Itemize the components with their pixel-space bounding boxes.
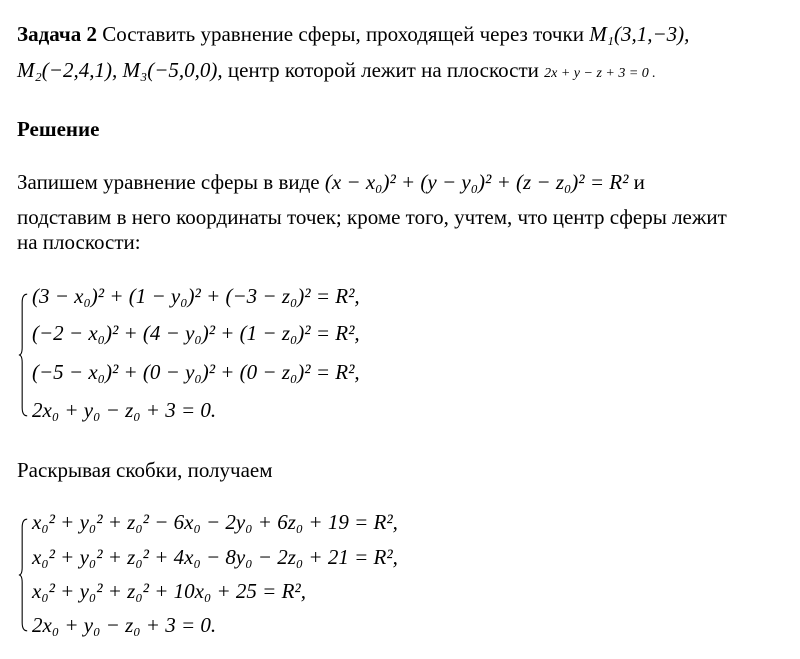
system1-eq-1: (3 − x₀)² + (1 − y₀)² + (−3 − z₀)² = R², <box>32 284 360 308</box>
problem-line-2 <box>17 58 656 83</box>
point-m2: M₂(−2,4,1), <box>17 58 118 82</box>
intro-line-3: на плоскости: <box>17 230 141 254</box>
system2-eq-1: x₀² + y₀² + z₀² − 6x₀ − 2y₀ + 6z₀ + 19 = R², <box>32 510 398 534</box>
system1-eq-3: (−5 − x₀)² + (0 − y₀)² + (0 − z₀)² = R², <box>32 360 360 384</box>
intro-text-2: и <box>633 170 645 194</box>
problem-line-1 <box>17 22 689 47</box>
plane-equation: 2x + y − z + 3 = 0 . <box>544 66 656 81</box>
equation-system-2 <box>18 506 448 644</box>
solution-heading: Решение <box>17 117 100 141</box>
system1-eq-4: 2x₀ + y₀ − z₀ + 3 = 0. <box>32 398 217 422</box>
system2-eq-4: 2x₀ + y₀ − z₀ + 3 = 0. <box>32 613 217 637</box>
equation-system-1 <box>18 280 438 430</box>
system1-eq-2: (−2 − x₀)² + (4 − y₀)² + (1 − z₀)² = R², <box>32 321 360 345</box>
expanding-text: Раскрывая скобки, получаем <box>17 458 273 482</box>
system2-eq-3: x₀² + y₀² + z₀² + 10x₀ + 25 = R², <box>32 579 306 603</box>
system2-eq-2: x₀² + y₀² + z₀² + 4x₀ − 8y₀ − 2z₀ + 21 = R², <box>32 545 398 569</box>
intro-line-2: подставим в него координаты точек; кроме того, учтем, что центр сферы лежит <box>17 205 727 229</box>
problem-label: Задача 2 <box>17 22 97 46</box>
left-brace-2 <box>18 506 28 644</box>
point-m3: M₃(−5,0,0), <box>122 58 223 82</box>
intro-line-1 <box>17 170 645 195</box>
intro-text-1: Запишем уравнение сферы в виде <box>17 170 320 194</box>
sphere-formula: (x − x₀)² + (y − y₀)² + (z − z₀)² = R² <box>324 170 629 194</box>
problem-text-1: Составить уравнение сферы, проходящей через точки <box>102 22 584 46</box>
problem-text-2: центр которой лежит на плоскости <box>227 58 539 82</box>
left-brace-1 <box>18 280 28 430</box>
point-m1: M₁(3,1,−3), <box>589 22 690 46</box>
